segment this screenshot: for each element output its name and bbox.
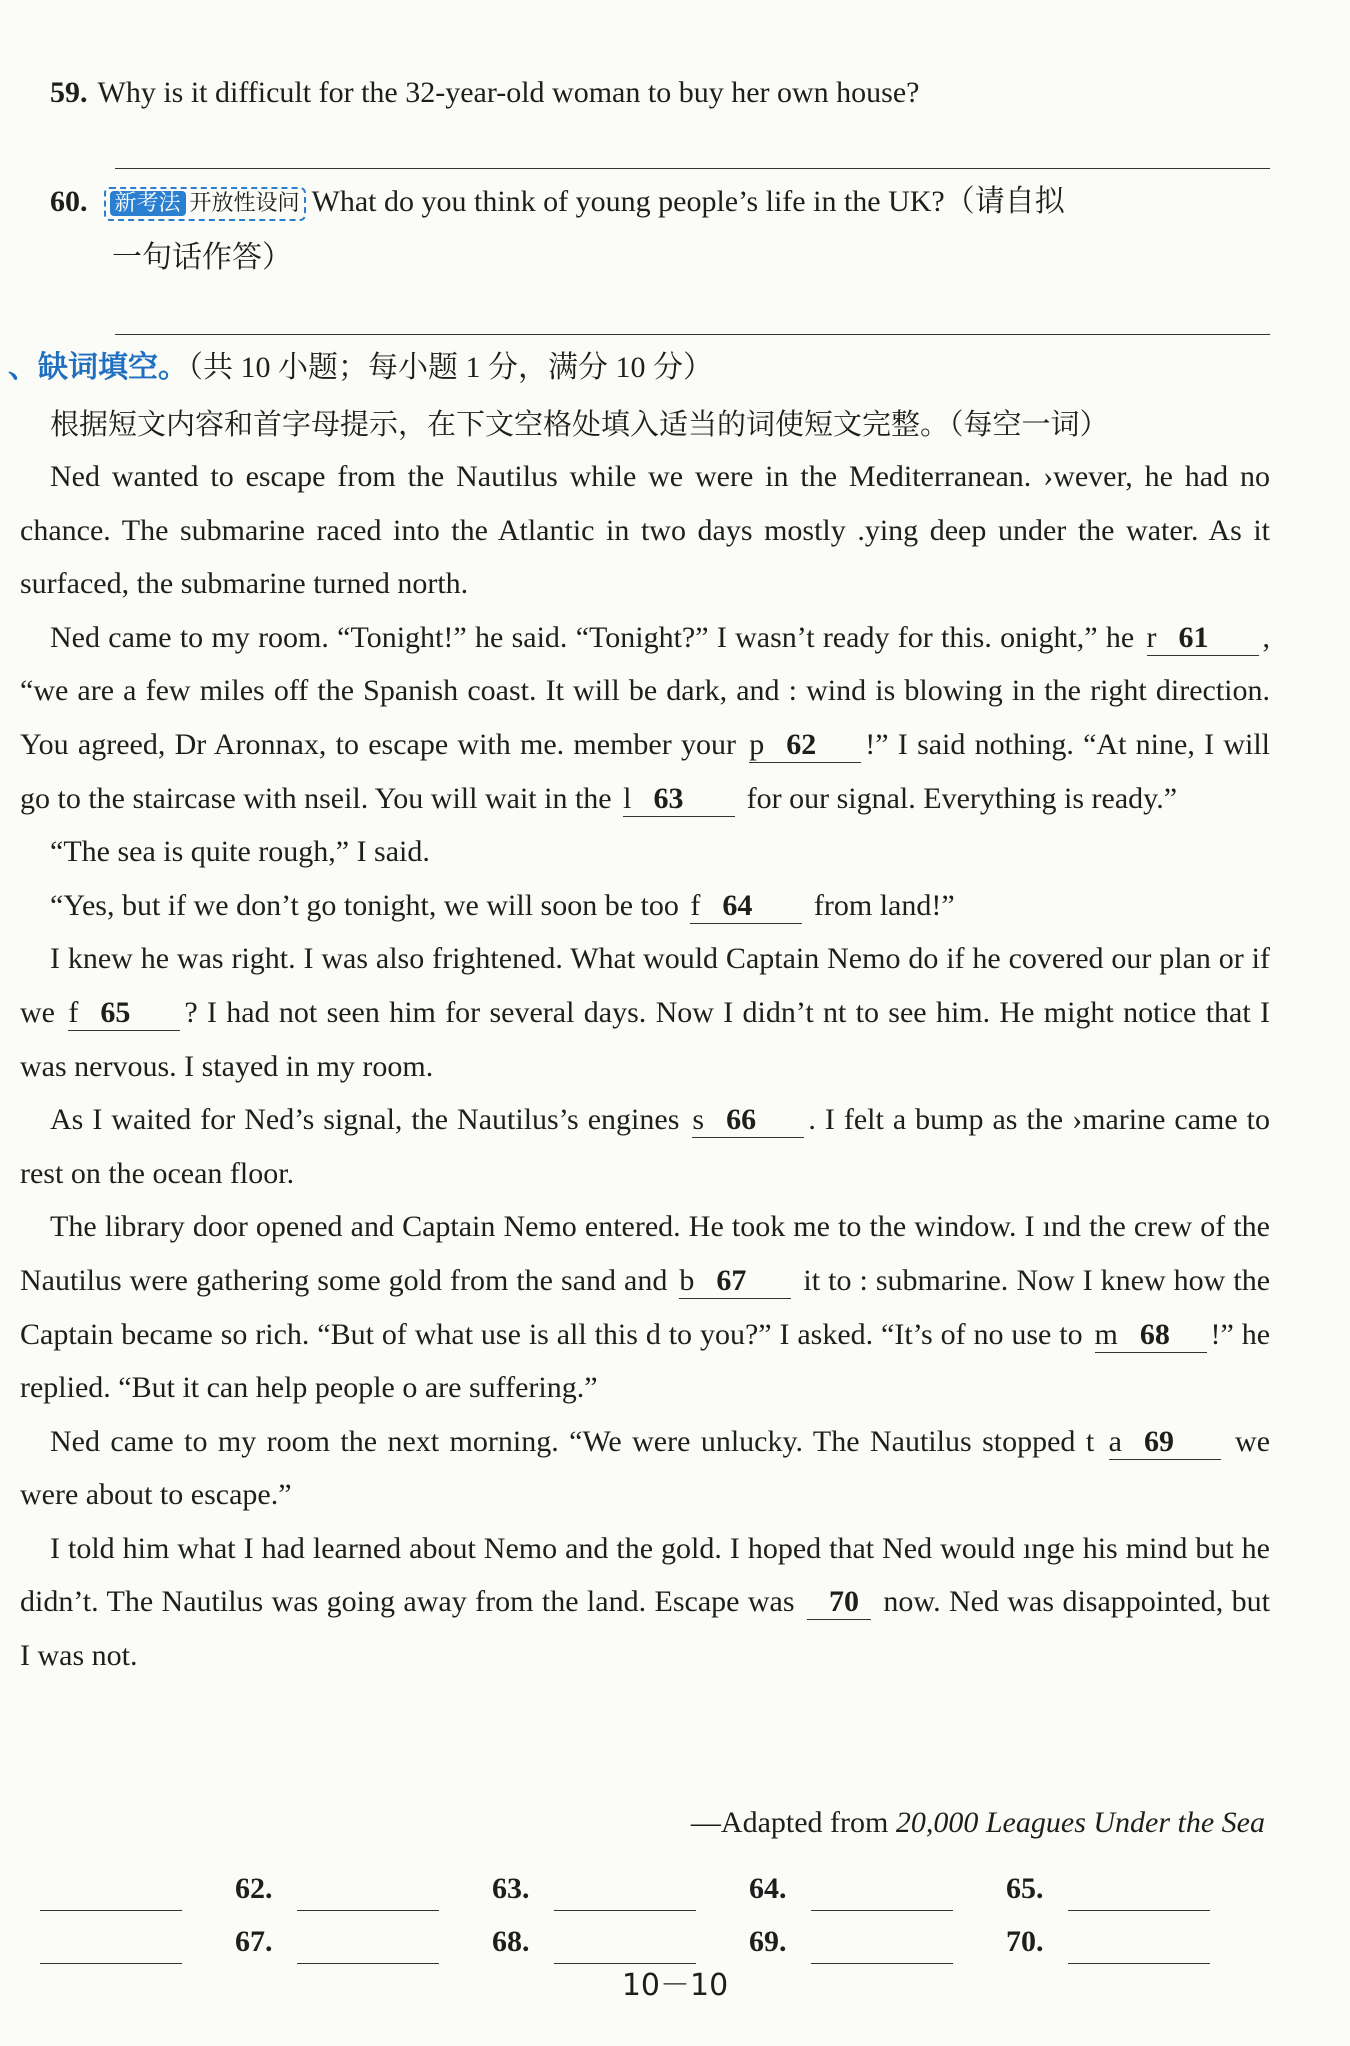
paragraph-1: Ned wanted to escape from the Nautilus while we were in the Mediterranean. ›wever, he had no chance. The submarine raced into the Atlantic in two days mostly .ying deep under the water. As it surfaced, the submarine turned north. (20, 460, 1270, 601)
text-run: I knew he was right. I was also frightened. What would Captain Nemo do if he covered our plan or if we (20, 942, 1270, 1029)
blank-number: 61 (1178, 620, 1209, 654)
paragraph-6 (20, 1093, 1270, 1200)
blank-61[interactable] (1147, 621, 1259, 656)
blank-initial: s (692, 1103, 705, 1137)
answer-number: 65. (1006, 1872, 1044, 1905)
blank-number: 69 (1143, 1424, 1174, 1458)
text-run: we were about to escape.” (20, 1424, 1271, 1512)
answer-number: 68. (492, 1925, 530, 1958)
blank-number: 70 (828, 1585, 859, 1619)
blank-number: 67 (716, 1263, 747, 1297)
blank-number: 63 (653, 781, 684, 815)
instructions: 根据短文内容和首字母提示，在下文空格处填入适当的词使短文完整。（每空一词） (50, 407, 1109, 441)
text-run: Ned came to my room. “Tonight!” he said. “Tonight?” I wasn’t ready for this. onight,” he (50, 620, 1135, 654)
paragraph-8 (20, 1415, 1270, 1522)
blank-65[interactable] (68, 996, 180, 1031)
text-run: The library door opened and Captain Nemo entered. He took me to the window. I ınd the crew of the Nautilus were gathering some gold from the sand and (20, 1210, 1270, 1297)
source-prefix: —Adapted from (690, 1806, 896, 1839)
question-60 (50, 174, 1270, 286)
paragraph-3: “The sea is quite rough,” I said. (50, 835, 430, 869)
answer-number: 64. (749, 1872, 787, 1905)
section-prefix: 、 (8, 350, 38, 385)
text-run: !” he replied. “But it can help people o are suffering.” (20, 1317, 1271, 1405)
blank-initial: b (679, 1263, 695, 1297)
paragraph-7 (20, 1200, 1270, 1414)
blank-63[interactable] (623, 782, 735, 817)
text-run: now. Ned was disappointed, but I was not. (20, 1585, 1271, 1673)
blank-initial: p (749, 727, 765, 761)
answer-number: 67. (235, 1925, 273, 1958)
blank-number: 68 (1139, 1317, 1170, 1351)
question-number: 59. (50, 76, 88, 109)
blank-initial: a (1108, 1424, 1122, 1458)
answer-number: 63. (492, 1872, 530, 1905)
text-run: I told him what I had learned about Nemo and the gold. I hoped that Ned would ınge his mind but he didn’t. The Nautilus was going away from the land. Escape was (20, 1531, 1270, 1619)
blank-initial: m (1094, 1317, 1118, 1351)
question-text-cont: 一句话作答） (112, 241, 292, 274)
answer-number: 69. (749, 1925, 787, 1958)
paragraph-2 (20, 611, 1270, 825)
text-run: from land!” (813, 888, 955, 922)
paragraph-4 (20, 879, 1270, 933)
blank-69[interactable] (1109, 1425, 1221, 1460)
question-59 (50, 64, 1270, 122)
section-score: （共 10 小题；每小题 1 分，满分 10 分） (188, 351, 713, 384)
passage-source (691, 1798, 1265, 1848)
blank-initial: f (68, 995, 79, 1029)
paragraph-9 (20, 1522, 1270, 1683)
blank-number: 65 (100, 995, 131, 1029)
text-run: it to : submarine. Now I knew how the Captain became so rich. “But of what use is all this d to you?” I asked. “It’s of no use to (20, 1263, 1271, 1351)
text-run: , “we are a few miles off the Spanish coast. It will be dark, and : wind is blowing in the right direction. You agreed, Dr Aronnax, to escape with me. member your (20, 620, 1271, 761)
answer-line-59[interactable] (115, 168, 1270, 169)
blank-number: 62 (786, 727, 817, 761)
blank-66[interactable] (692, 1103, 804, 1138)
answer-row-1 (40, 1864, 1280, 1914)
tag-label: 新考法 (110, 191, 186, 216)
source-title: 20,000 Leagues Under the Sea (895, 1806, 1265, 1839)
blank-number: 66 (726, 1103, 757, 1137)
text-run: !” I said nothing. “At nine, I will go to the staircase with nseil. You will wait in the (20, 727, 1271, 815)
blank-62[interactable] (749, 728, 861, 763)
question-text: What do you think of young people’s life in the UK?（请自拟 (311, 185, 1065, 218)
blank-initial: f (690, 888, 701, 922)
text-run: ? I had not seen him for several days. Now I didn’t nt to see him. He might notice that I was nervous. I stayed in my room. (20, 995, 1270, 1083)
section-title: 缺词填空。 (38, 350, 188, 385)
blank-initial: r (1146, 620, 1157, 654)
blank-number: 64 (722, 888, 753, 922)
page-number: 10－10 (621, 1968, 729, 2003)
answer-line-60[interactable] (115, 334, 1270, 335)
question-type-tag (104, 187, 306, 221)
cloze-passage (20, 450, 1270, 1683)
answer-number: 70. (1006, 1925, 1044, 1958)
answer-number: 62. (235, 1872, 273, 1905)
question-text: Why is it difficult for the 32-year-old woman to buy her own house? (97, 76, 920, 109)
section-heading (8, 344, 713, 392)
blank-70[interactable] (807, 1585, 871, 1620)
question-number: 60. (50, 185, 88, 218)
blank-initial: l (623, 781, 632, 815)
tag-type: 开放性设问 (189, 191, 300, 217)
blank-64[interactable] (690, 889, 802, 924)
text-run: . I felt a bump as the ›marine came to rest on the ocean floor. (20, 1103, 1271, 1190)
text-run: Ned came to my room the next morning. “We were unlucky. The Nautilus stopped t (50, 1424, 1095, 1458)
text-run: for our signal. Everything is ready.” (746, 781, 1178, 815)
paragraph-5 (20, 932, 1270, 1093)
text-run: “Yes, but if we don’t go tonight, we will soon be too (50, 888, 679, 922)
blank-68[interactable] (1095, 1318, 1207, 1353)
text-run: As I waited for Ned’s signal, the Nautilus’s engines (50, 1103, 680, 1137)
blank-67[interactable] (679, 1264, 791, 1299)
